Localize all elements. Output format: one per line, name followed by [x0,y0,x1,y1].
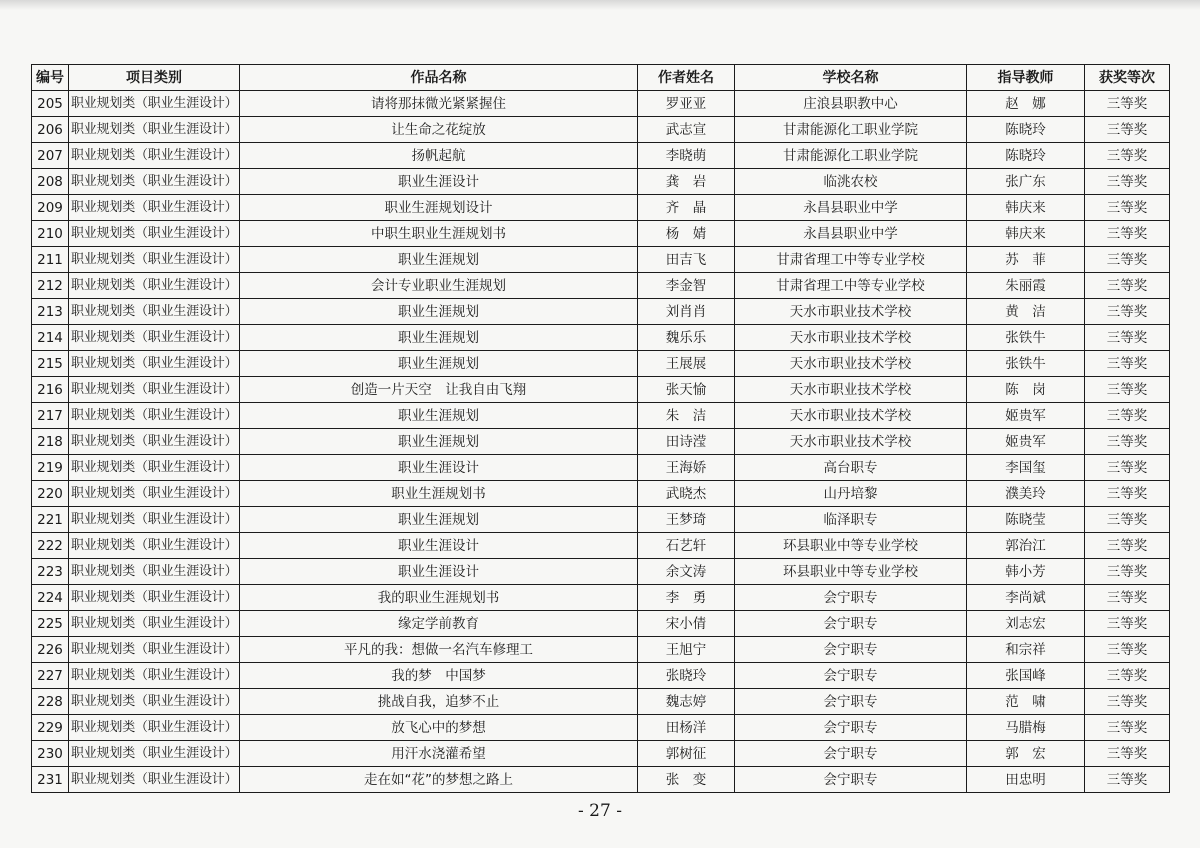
award-level: 三等奖 [1085,143,1170,169]
entry-number: 218 [32,429,69,455]
entry-number: 208 [32,169,69,195]
table-row [32,247,1170,273]
page-number: - 27 - [578,801,622,821]
entry-number: 222 [32,533,69,559]
award-level: 三等奖 [1085,247,1170,273]
entry-number: 212 [32,273,69,299]
teacher-name: 张铁牛 [967,351,1085,377]
award-level: 三等奖 [1085,689,1170,715]
table-row [32,585,1170,611]
header-category: 项目类别 [69,65,240,91]
table-row [32,117,1170,143]
school-name: 会宁职专 [735,663,967,689]
award-level: 三等奖 [1085,559,1170,585]
school-name: 会宁职专 [735,611,967,637]
author-name: 刘肖肖 [638,299,735,325]
school-name: 永昌县职业中学 [735,221,967,247]
teacher-name: 黄 洁 [967,299,1085,325]
work-title: 扬帆起航 [240,143,638,169]
table-row [32,195,1170,221]
teacher-name: 张广东 [967,169,1085,195]
entry-number: 215 [32,351,69,377]
teacher-name: 范 啸 [967,689,1085,715]
entry-number: 205 [32,91,69,117]
school-name: 天水市职业技术学校 [735,403,967,429]
work-title: 职业生涯规划 [240,247,638,273]
author-name: 田杨洋 [638,715,735,741]
project-category: 职业规划类（职业生涯设计） [69,143,240,169]
work-title: 职业生涯规划书 [240,481,638,507]
project-category: 职业规划类（职业生涯设计） [69,377,240,403]
award-level: 三等奖 [1085,195,1170,221]
award-level: 三等奖 [1085,403,1170,429]
school-name: 山丹培黎 [735,481,967,507]
school-name: 甘肃省理工中等专业学校 [735,273,967,299]
entry-number: 213 [32,299,69,325]
work-title: 职业生涯规划 [240,325,638,351]
table-row [32,325,1170,351]
project-category: 职业规划类（职业生涯设计） [69,559,240,585]
author-name: 齐 晶 [638,195,735,221]
entry-number: 207 [32,143,69,169]
teacher-name: 刘志宏 [967,611,1085,637]
project-category: 职业规划类（职业生涯设计） [69,403,240,429]
work-title: 我的梦 中国梦 [240,663,638,689]
project-category: 职业规划类（职业生涯设计） [69,429,240,455]
project-category: 职业规划类（职业生涯设计） [69,247,240,273]
table-row [32,663,1170,689]
school-name: 临泽职专 [735,507,967,533]
table-row [32,377,1170,403]
table-row [32,273,1170,299]
author-name: 杨 婧 [638,221,735,247]
work-title: 用汗水浇灌希望 [240,741,638,767]
author-name: 余文涛 [638,559,735,585]
work-title: 职业生涯设计 [240,559,638,585]
school-name: 庄浪县职教中心 [735,91,967,117]
author-name: 李金智 [638,273,735,299]
project-category: 职业规划类（职业生涯设计） [69,637,240,663]
school-name: 会宁职专 [735,585,967,611]
work-title: 职业生涯规划 [240,403,638,429]
entry-number: 219 [32,455,69,481]
entry-number: 223 [32,559,69,585]
scan-top-shadow [0,0,1200,10]
project-category: 职业规划类（职业生涯设计） [69,481,240,507]
author-name: 王梦琦 [638,507,735,533]
project-category: 职业规划类（职业生涯设计） [69,741,240,767]
author-name: 田诗滢 [638,429,735,455]
table-row [32,741,1170,767]
table-row [32,403,1170,429]
project-category: 职业规划类（职业生涯设计） [69,715,240,741]
project-category: 职业规划类（职业生涯设计） [69,325,240,351]
work-title: 中职生职业生涯规划书 [240,221,638,247]
school-name: 天水市职业技术学校 [735,299,967,325]
award-level: 三等奖 [1085,533,1170,559]
table-body [32,91,1170,793]
award-level: 三等奖 [1085,767,1170,793]
table-row [32,611,1170,637]
entry-number: 229 [32,715,69,741]
school-name: 临洮农校 [735,169,967,195]
school-name: 会宁职专 [735,767,967,793]
table-row [32,299,1170,325]
project-category: 职业规划类（职业生涯设计） [69,689,240,715]
work-title: 职业生涯设计 [240,533,638,559]
author-name: 王展展 [638,351,735,377]
entry-number: 210 [32,221,69,247]
award-level: 三等奖 [1085,585,1170,611]
teacher-name: 韩庆来 [967,195,1085,221]
header-prize: 获奖等次 [1085,65,1170,91]
table-row [32,767,1170,793]
school-name: 高台职专 [735,455,967,481]
award-level: 三等奖 [1085,299,1170,325]
project-category: 职业规划类（职业生涯设计） [69,767,240,793]
award-level: 三等奖 [1085,221,1170,247]
work-title: 创造一片天空 让我自由飞翔 [240,377,638,403]
author-name: 魏乐乐 [638,325,735,351]
author-name: 田吉飞 [638,247,735,273]
table-row [32,91,1170,117]
table-row [32,143,1170,169]
author-name: 魏志婷 [638,689,735,715]
table-row [32,481,1170,507]
author-name: 武志宣 [638,117,735,143]
teacher-name: 和宗祥 [967,637,1085,663]
table-row [32,221,1170,247]
project-category: 职业规划类（职业生涯设计） [69,611,240,637]
table-row [32,169,1170,195]
work-title: 职业生涯规划设计 [240,195,638,221]
award-table [31,64,1170,793]
entry-number: 206 [32,117,69,143]
entry-number: 214 [32,325,69,351]
entry-number: 230 [32,741,69,767]
school-name: 会宁职专 [735,741,967,767]
work-title: 职业生涯规划 [240,429,638,455]
teacher-name: 姬贵军 [967,429,1085,455]
teacher-name: 郭治江 [967,533,1085,559]
award-level: 三等奖 [1085,715,1170,741]
table-row [32,429,1170,455]
award-level: 三等奖 [1085,273,1170,299]
school-name: 甘肃能源化工职业学院 [735,117,967,143]
table-row [32,559,1170,585]
table-row [32,715,1170,741]
work-title: 缘定学前教育 [240,611,638,637]
table-row [32,455,1170,481]
teacher-name: 韩小芳 [967,559,1085,585]
author-name: 武晓杰 [638,481,735,507]
author-name: 张 变 [638,767,735,793]
header-author: 作者姓名 [638,65,735,91]
header-number: 编号 [32,65,69,91]
teacher-name: 濮美玲 [967,481,1085,507]
award-level: 三等奖 [1085,455,1170,481]
author-name: 郭树征 [638,741,735,767]
entry-number: 228 [32,689,69,715]
teacher-name: 韩庆来 [967,221,1085,247]
school-name: 甘肃能源化工职业学院 [735,143,967,169]
award-level: 三等奖 [1085,481,1170,507]
work-title: 我的职业生涯规划书 [240,585,638,611]
project-category: 职业规划类（职业生涯设计） [69,663,240,689]
award-level: 三等奖 [1085,169,1170,195]
teacher-name: 陈晓玲 [967,117,1085,143]
work-title: 职业生涯规划 [240,507,638,533]
award-level: 三等奖 [1085,507,1170,533]
teacher-name: 陈晓玲 [967,143,1085,169]
entry-number: 221 [32,507,69,533]
award-level: 三等奖 [1085,117,1170,143]
school-name: 会宁职专 [735,715,967,741]
award-level: 三等奖 [1085,351,1170,377]
work-title: 挑战自我，追梦不止 [240,689,638,715]
award-level: 三等奖 [1085,325,1170,351]
award-level: 三等奖 [1085,637,1170,663]
project-category: 职业规划类（职业生涯设计） [69,195,240,221]
author-name: 罗亚亚 [638,91,735,117]
award-level: 三等奖 [1085,741,1170,767]
entry-number: 216 [32,377,69,403]
teacher-name: 苏 菲 [967,247,1085,273]
work-title: 平凡的我：想做一名汽车修理工 [240,637,638,663]
table-row [32,689,1170,715]
entry-number: 231 [32,767,69,793]
author-name: 王海娇 [638,455,735,481]
teacher-name: 张国峰 [967,663,1085,689]
entry-number: 220 [32,481,69,507]
author-name: 张天愉 [638,377,735,403]
project-category: 职业规划类（职业生涯设计） [69,533,240,559]
teacher-name: 田忠明 [967,767,1085,793]
entry-number: 224 [32,585,69,611]
work-title: 职业生涯设计 [240,455,638,481]
author-name: 龚 岩 [638,169,735,195]
entry-number: 227 [32,663,69,689]
teacher-name: 陈 岗 [967,377,1085,403]
work-title: 职业生涯设计 [240,169,638,195]
table-row [32,533,1170,559]
project-category: 职业规划类（职业生涯设计） [69,585,240,611]
school-name: 环县职业中等专业学校 [735,559,967,585]
school-name: 环县职业中等专业学校 [735,533,967,559]
author-name: 李晓萌 [638,143,735,169]
teacher-name: 朱丽霞 [967,273,1085,299]
entry-number: 209 [32,195,69,221]
school-name: 天水市职业技术学校 [735,351,967,377]
award-level: 三等奖 [1085,377,1170,403]
entry-number: 211 [32,247,69,273]
entry-number: 217 [32,403,69,429]
school-name: 天水市职业技术学校 [735,377,967,403]
award-level: 三等奖 [1085,663,1170,689]
school-name: 会宁职专 [735,689,967,715]
work-title: 让生命之花绽放 [240,117,638,143]
table-row [32,507,1170,533]
author-name: 石艺轩 [638,533,735,559]
teacher-name: 姬贵军 [967,403,1085,429]
work-title: 职业生涯规划 [240,351,638,377]
school-name: 永昌县职业中学 [735,195,967,221]
school-name: 会宁职专 [735,637,967,663]
school-name: 天水市职业技术学校 [735,325,967,351]
teacher-name: 郭 宏 [967,741,1085,767]
author-name: 李 勇 [638,585,735,611]
project-category: 职业规划类（职业生涯设计） [69,117,240,143]
work-title: 走在如“花”的梦想之路上 [240,767,638,793]
project-category: 职业规划类（职业生涯设计） [69,91,240,117]
teacher-name: 李尚斌 [967,585,1085,611]
teacher-name: 李国玺 [967,455,1085,481]
header-teacher: 指导教师 [967,65,1085,91]
school-name: 甘肃省理工中等专业学校 [735,247,967,273]
entry-number: 225 [32,611,69,637]
teacher-name: 张铁牛 [967,325,1085,351]
project-category: 职业规划类（职业生涯设计） [69,221,240,247]
teacher-name: 马腊梅 [967,715,1085,741]
table-row [32,637,1170,663]
header-school: 学校名称 [735,65,967,91]
award-level: 三等奖 [1085,429,1170,455]
work-title: 会计专业职业生涯规划 [240,273,638,299]
author-name: 王旭宁 [638,637,735,663]
author-name: 朱 洁 [638,403,735,429]
project-category: 职业规划类（职业生涯设计） [69,351,240,377]
project-category: 职业规划类（职业生涯设计） [69,273,240,299]
header-row [32,65,1170,91]
header-work-title: 作品名称 [240,65,638,91]
table-row [32,351,1170,377]
project-category: 职业规划类（职业生涯设计） [69,455,240,481]
work-title: 放飞心中的梦想 [240,715,638,741]
author-name: 张晓玲 [638,663,735,689]
award-level: 三等奖 [1085,91,1170,117]
work-title: 请将那抹微光紧紧握住 [240,91,638,117]
project-category: 职业规划类（职业生涯设计） [69,299,240,325]
teacher-name: 陈晓莹 [967,507,1085,533]
school-name: 天水市职业技术学校 [735,429,967,455]
teacher-name: 赵 娜 [967,91,1085,117]
project-category: 职业规划类（职业生涯设计） [69,507,240,533]
project-category: 职业规划类（职业生涯设计） [69,169,240,195]
award-level: 三等奖 [1085,611,1170,637]
work-title: 职业生涯规划 [240,299,638,325]
entry-number: 226 [32,637,69,663]
author-name: 宋小倩 [638,611,735,637]
